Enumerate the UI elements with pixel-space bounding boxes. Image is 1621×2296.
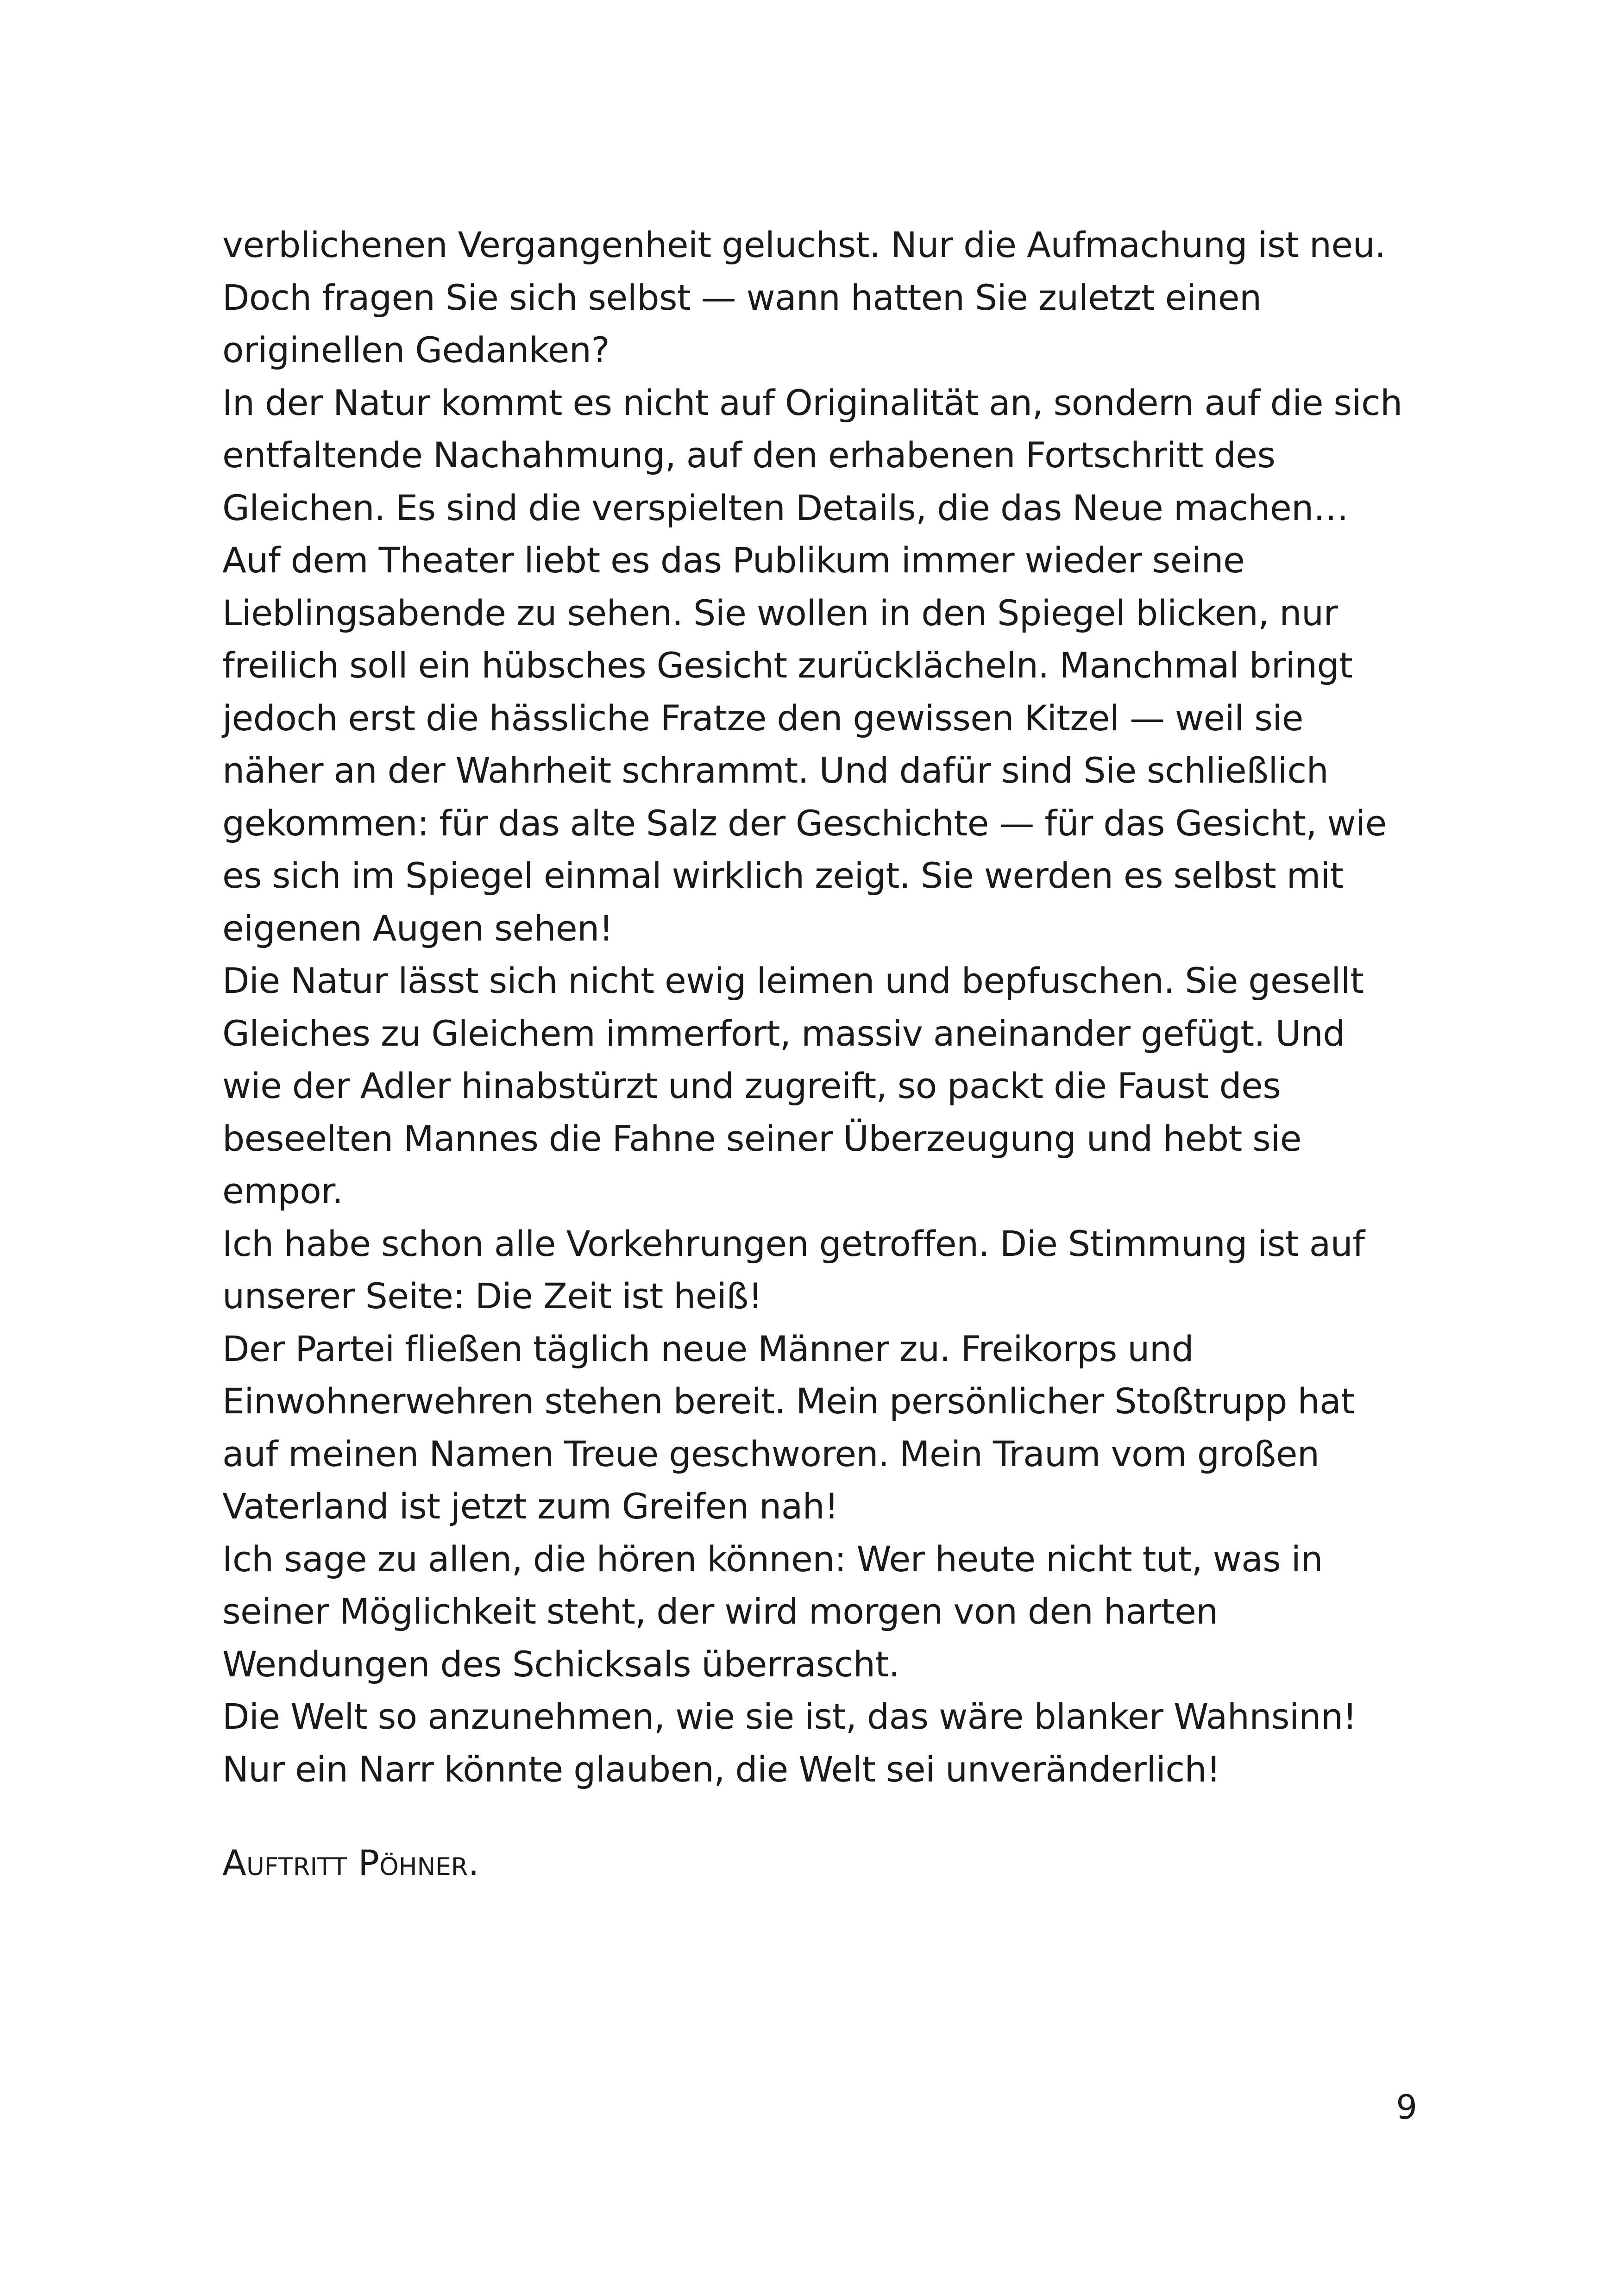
text-line: Die Welt so anzunehmen, wie sie ist, das wäre blanker Wahnsinn! bbox=[222, 1696, 1357, 1737]
text-line: Nur ein Narr könnte glauben, die Welt sei unveränderlich! bbox=[222, 1748, 1220, 1790]
text-line: In der Natur kommt es nicht auf Originalität an, sondern auf die sich bbox=[222, 382, 1402, 423]
monologue-text bbox=[222, 219, 1426, 1795]
text-line: Gleichen. Es sind die verspielten Details, die das Neue machen… bbox=[222, 487, 1349, 528]
text-line: Die Natur lässt sich nicht ewig leimen und bepfuschen. Sie gesellt bbox=[222, 960, 1364, 1001]
page-number: 9 bbox=[1396, 2088, 1417, 2127]
text-line: Auf dem Theater liebt es das Publikum immer wieder seine bbox=[222, 539, 1245, 581]
text-line: näher an der Wahrheit schrammt. Und dafür sind Sie schließlich bbox=[222, 750, 1329, 791]
text-line: beseelten Mannes die Fahne seiner Überzeugung und hebt sie bbox=[222, 1117, 1301, 1159]
text-line: entfaltende Nachahmung, auf den erhabenen Fortschritt des bbox=[222, 434, 1275, 476]
text-line: gekommen: für das alte Salz der Geschichte — für das Gesicht, wie bbox=[222, 802, 1387, 844]
text-line: Lieblingsabende zu sehen. Sie wollen in den Spiegel blicken, nur bbox=[222, 592, 1338, 634]
text-line: Ich sage zu allen, die hören können: Wer heute nicht tut, was in bbox=[222, 1538, 1323, 1580]
text-line: empor. bbox=[222, 1170, 343, 1211]
text-line: Doch fragen Sie sich selbst — wann hatten Sie zuletzt einen bbox=[222, 276, 1262, 318]
text-line: seiner Möglichkeit steht, der wird morgen von den harten bbox=[222, 1591, 1218, 1632]
text-line: Wendungen des Schicksals überrascht. bbox=[222, 1643, 900, 1685]
text-line: unserer Seite: Die Zeit ist heiß! bbox=[222, 1275, 762, 1317]
text-line: es sich im Spiegel einmal wirklich zeigt. Sie werden es selbst mit bbox=[222, 855, 1344, 896]
text-line: Vaterland ist jetzt zum Greifen nah! bbox=[222, 1486, 839, 1527]
stage-direction: Auftritt Pöhner. bbox=[222, 1842, 479, 1883]
text-line: verblichenen Vergangenheit geluchst. Nur die Aufmachung ist neu. bbox=[222, 224, 1386, 265]
text-line: wie der Adler hinabstürzt und zugreift, so packt die Faust des bbox=[222, 1065, 1281, 1106]
text-line: Gleiches zu Gleichem immerfort, massiv aneinander gefügt. Und bbox=[222, 1012, 1345, 1054]
text-line: Der Partei fließen täglich neue Männer zu. Freikorps und bbox=[222, 1328, 1194, 1369]
text-line: jedoch erst die hässliche Fratze den gewissen Kitzel — weil sie bbox=[222, 697, 1303, 739]
text-line: eigenen Augen sehen! bbox=[222, 907, 613, 949]
text-line: freilich soll ein hübsches Gesicht zurücklächeln. Manchmal bringt bbox=[222, 645, 1353, 686]
text-line: originellen Gedanken? bbox=[222, 329, 610, 370]
text-line: Ich habe schon alle Vorkehrungen getroffen. Die Stimmung ist auf bbox=[222, 1223, 1365, 1264]
text-line: Einwohnerwehren stehen bereit. Mein persönlicher Stoßtrupp hat bbox=[222, 1380, 1355, 1422]
text-line: auf meinen Namen Treue geschworen. Mein Traum vom großen bbox=[222, 1433, 1319, 1474]
